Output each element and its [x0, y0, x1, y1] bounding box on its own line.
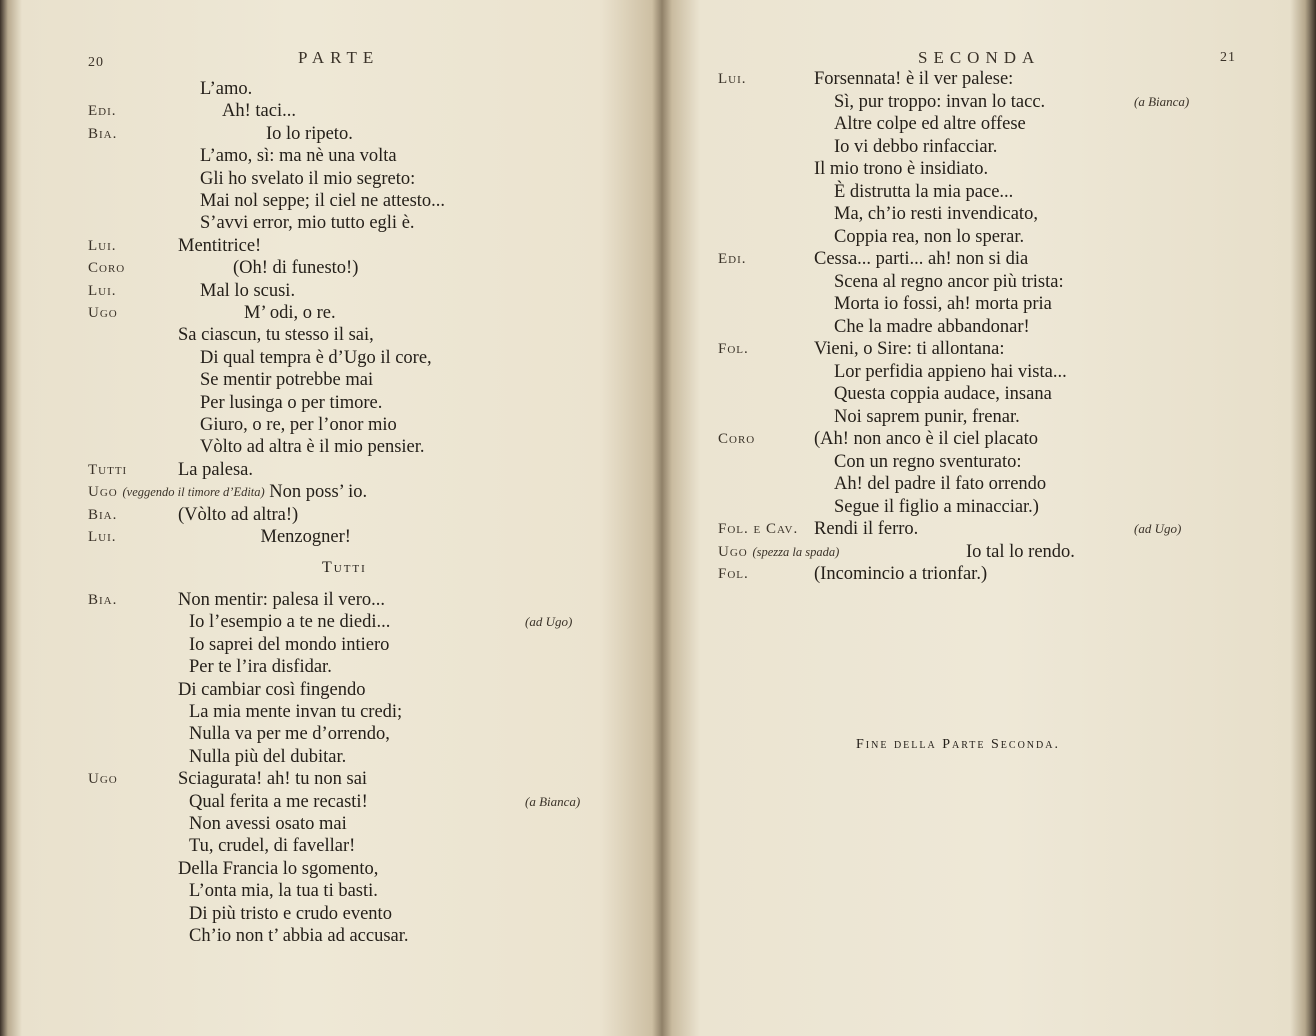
speaker-label: Edi.	[88, 103, 117, 120]
stage-direction-aside: (a Bianca)	[525, 793, 581, 809]
verse-text: Giuro, o re, per l’onor mio	[200, 415, 397, 435]
verse-line	[88, 190, 618, 212]
stage-direction-aside: (ad Ugo)	[1134, 521, 1182, 536]
verse-line	[718, 113, 1298, 135]
speaker-name	[88, 123, 117, 145]
speaker-name	[718, 248, 747, 270]
verse-line	[718, 91, 1298, 113]
verse-text: Per lusinga o per timore.	[200, 392, 383, 413]
verse-text: Della Francia lo sgomento,	[178, 858, 379, 879]
verse-line	[88, 768, 618, 790]
speaker-name	[88, 257, 125, 279]
verse-text: Non mentir: palesa il vero...	[178, 590, 386, 610]
verse-text: La mia mente invan tu credi;	[189, 702, 403, 722]
verse-text: Nulla più del dubitar.	[189, 746, 347, 767]
running-head: SECONDA	[918, 48, 1041, 67]
speaker-label: Tutti	[88, 461, 128, 478]
verse-text: Rendi il ferro.	[814, 519, 919, 539]
verse-line	[88, 257, 618, 279]
verse-line	[718, 518, 1298, 540]
speaker-name	[718, 68, 747, 90]
verse-line	[88, 589, 618, 611]
verse-line	[88, 746, 618, 768]
verse-line	[88, 679, 618, 701]
speaker-name	[88, 481, 265, 503]
verse-text: Io saprei del mondo intiero	[189, 634, 390, 655]
speaker-name	[88, 235, 117, 257]
verse-line	[88, 212, 618, 234]
speaker-name	[88, 280, 117, 302]
speaker-name	[88, 504, 117, 526]
verse-line	[718, 361, 1298, 383]
verse-line	[718, 406, 1298, 428]
verse-line	[718, 226, 1298, 248]
verse-line	[718, 293, 1298, 315]
speaker-name	[88, 100, 117, 122]
speaker-label: Ugo	[718, 543, 748, 560]
verse-text: Che la madre abbandonar!	[834, 316, 1030, 337]
verse-line	[718, 451, 1298, 473]
verse-line	[88, 880, 618, 902]
verse-text: Sì, pur troppo: invan lo tacc.	[834, 91, 1046, 112]
verse-line	[718, 541, 1298, 563]
verse-text: Mai nol seppe; il ciel ne attesto...	[200, 191, 446, 211]
verse-line	[718, 338, 1298, 360]
verse-text: Noi saprem punir, frenar.	[834, 406, 1020, 427]
speaker-label: Lui.	[718, 71, 747, 87]
verse-text: Questa coppia audace, insana	[834, 384, 1052, 404]
verse-text: Nulla va per me d’orrendo,	[189, 724, 390, 745]
speaker-label: Ugo	[88, 484, 118, 501]
verse-text: Se mentir potrebbe mai	[200, 370, 374, 391]
verse-line	[88, 324, 618, 346]
verse-text: Io lo ripeto.	[266, 123, 353, 144]
verse-line	[718, 181, 1298, 203]
verse-line	[88, 123, 618, 145]
verse-text: Vieni, o Sire: ti allontana:	[814, 339, 1005, 359]
verse-line	[718, 428, 1298, 450]
verse-line	[88, 858, 618, 880]
verse-text: M’ odi, o re.	[244, 303, 336, 323]
verse-line	[88, 392, 618, 414]
speaker-label: Ugo	[88, 771, 118, 788]
verse-line	[88, 235, 618, 257]
verse-line	[718, 496, 1298, 518]
verse-text: Coppia rea, non lo sperar.	[834, 226, 1025, 247]
verse-text: Qual ferita a me recasti!	[189, 791, 368, 812]
verse-line	[88, 302, 618, 324]
speaker-label: Bia.	[88, 506, 118, 523]
speaker-label: Coro	[88, 260, 126, 277]
verse-text: (Incomincio a trionfar.)	[814, 564, 988, 584]
verse-text: Io l’esempio a te ne diedi...	[189, 612, 391, 633]
verse-line	[88, 723, 618, 745]
speaker-name	[718, 563, 749, 585]
verse-line	[718, 383, 1298, 405]
verse-line	[88, 701, 618, 723]
verse-text: Di qual tempra è d’Ugo il core,	[200, 347, 432, 368]
stage-direction: (spezza la spada)	[752, 544, 840, 559]
verse-line	[718, 563, 1298, 585]
verse-line	[88, 436, 618, 458]
verse-text: Ah! del padre il fato orrendo	[834, 474, 1047, 494]
verse-text: (Oh! di funesto!)	[233, 258, 359, 279]
verse-text: Lor perfidia appieno hai vista...	[834, 361, 1067, 382]
verse-line	[88, 481, 618, 503]
verse-text: Morta io fossi, ah! morta pria	[834, 294, 1052, 314]
right-page	[664, 0, 1316, 1036]
verse-line	[718, 203, 1298, 225]
stage-direction-aside: (ad Ugo)	[525, 614, 573, 630]
speaker-name	[718, 338, 749, 360]
speaker-name	[88, 589, 117, 611]
verse-text: Sa ciascun, tu stesso il sai,	[178, 325, 374, 346]
speaker-label: Ugo	[88, 305, 118, 321]
verse-text: Io tal lo rendo.	[966, 541, 1075, 562]
verse-text: Mentitrice!	[178, 235, 262, 256]
speaker-name	[88, 302, 118, 324]
verse-text: Sciagurata! ah! tu non sai	[178, 769, 368, 790]
verse-text: Cessa... parti... ah! non si dia	[814, 249, 1029, 269]
verse-line	[718, 68, 1298, 90]
stage-direction-aside: (a Bianca)	[1134, 93, 1190, 109]
verse-line	[88, 634, 618, 656]
verse-text: Per te l’ira disfidar.	[189, 657, 332, 678]
end-of-part-note: Fine della Parte Seconda.	[856, 737, 1060, 752]
section-heading: Tutti	[322, 559, 367, 576]
verse-text: Altre colpe ed altre offese	[834, 114, 1026, 134]
speaker-name	[718, 518, 798, 540]
verse-line	[718, 473, 1298, 495]
speaker-label: Lui.	[88, 529, 117, 545]
verse-line	[88, 504, 618, 526]
verse-line	[718, 158, 1298, 180]
stage-direction: (veggendo il timore d’Edita)	[122, 485, 265, 500]
verse-text: L’amo.	[200, 79, 253, 99]
verse-text: Ah! taci...	[222, 101, 296, 122]
verse-line	[88, 78, 618, 100]
verse-text: È distrutta la mia pace...	[834, 181, 1014, 202]
verse-line	[88, 280, 618, 302]
speaker-label: Fol. e Cav.	[718, 521, 799, 537]
verse-line	[88, 168, 618, 190]
verse-line	[88, 925, 618, 947]
verse-text: Menzogner!	[260, 527, 351, 547]
page-number: 20	[88, 55, 104, 70]
verse-line	[88, 459, 618, 481]
verse-text: Segue il figlio a minacciar.)	[834, 496, 1039, 517]
verse-line	[88, 903, 618, 925]
verse-text: S’avvi error, mio tutto egli è.	[200, 213, 415, 234]
verse-line	[718, 248, 1298, 270]
verse-text: Io vi debbo rinfacciar.	[834, 136, 998, 157]
verse-line	[88, 813, 618, 835]
verse-line	[88, 414, 618, 436]
verse-line	[88, 347, 618, 369]
speaker-label: Bia.	[88, 592, 118, 608]
verse-line	[718, 316, 1298, 338]
verse-text: (Ah! non anco è il ciel placato	[814, 429, 1038, 449]
running-head: PARTE	[298, 48, 380, 67]
verse-line	[88, 791, 618, 813]
verse-text: Non avessi osato mai	[189, 814, 347, 834]
speaker-label: Bia.	[88, 125, 118, 142]
verse-line	[88, 369, 618, 391]
verse-text: Di più tristo e crudo evento	[189, 903, 392, 924]
verse-line	[88, 835, 618, 857]
verse-text: L’amo, sì: ma nè una volta	[200, 146, 397, 167]
page-number: 21	[1220, 50, 1236, 65]
verse-line	[88, 145, 618, 167]
speaker-name	[718, 428, 755, 450]
verse-text: Ch’io non t’ abbia ad accusar.	[189, 926, 409, 946]
verse-text: Tu, crudel, di favellar!	[189, 836, 356, 857]
speaker-label: Coro	[718, 431, 756, 447]
speaker-name	[88, 459, 127, 481]
verse-text: Vòlto ad altra è il mio pensier.	[200, 437, 425, 458]
speaker-name	[88, 768, 118, 790]
speaker-label: Lui.	[88, 282, 117, 299]
verse-text: Con un regno sventurato:	[834, 451, 1022, 472]
speaker-label: Lui.	[88, 237, 117, 254]
verse-text: Gli ho svelato il mio segreto:	[200, 168, 416, 189]
verse-text: Scena al regno ancor più trista:	[834, 271, 1064, 292]
speaker-label: Fol.	[718, 341, 749, 357]
speaker-label: Fol.	[718, 566, 749, 582]
verse-text: Di cambiar così fingendo	[178, 679, 366, 700]
speaker-name	[88, 526, 117, 548]
verse-text: Forsennata! è il ver palese:	[814, 69, 1014, 89]
verse-line	[88, 526, 618, 548]
verse-line	[718, 136, 1298, 158]
verse-text: Il mio trono è insidiato.	[814, 159, 989, 179]
verse-line	[88, 100, 618, 122]
verse-line	[88, 656, 618, 678]
verse-text: Mal lo scusi.	[200, 280, 296, 301]
verse-text: La palesa.	[178, 459, 253, 480]
speaker-label: Edi.	[718, 251, 747, 267]
verse-text: L’onta mia, la tua ti basti.	[189, 881, 378, 902]
verse-line	[88, 611, 618, 633]
verse-line	[718, 271, 1298, 293]
verse-text: Ma, ch’io resti invendicato,	[834, 204, 1038, 224]
verse-text: Non poss’ io.	[269, 482, 368, 503]
verse-text: (Vòlto ad altra!)	[178, 504, 299, 525]
speaker-name	[718, 541, 839, 563]
